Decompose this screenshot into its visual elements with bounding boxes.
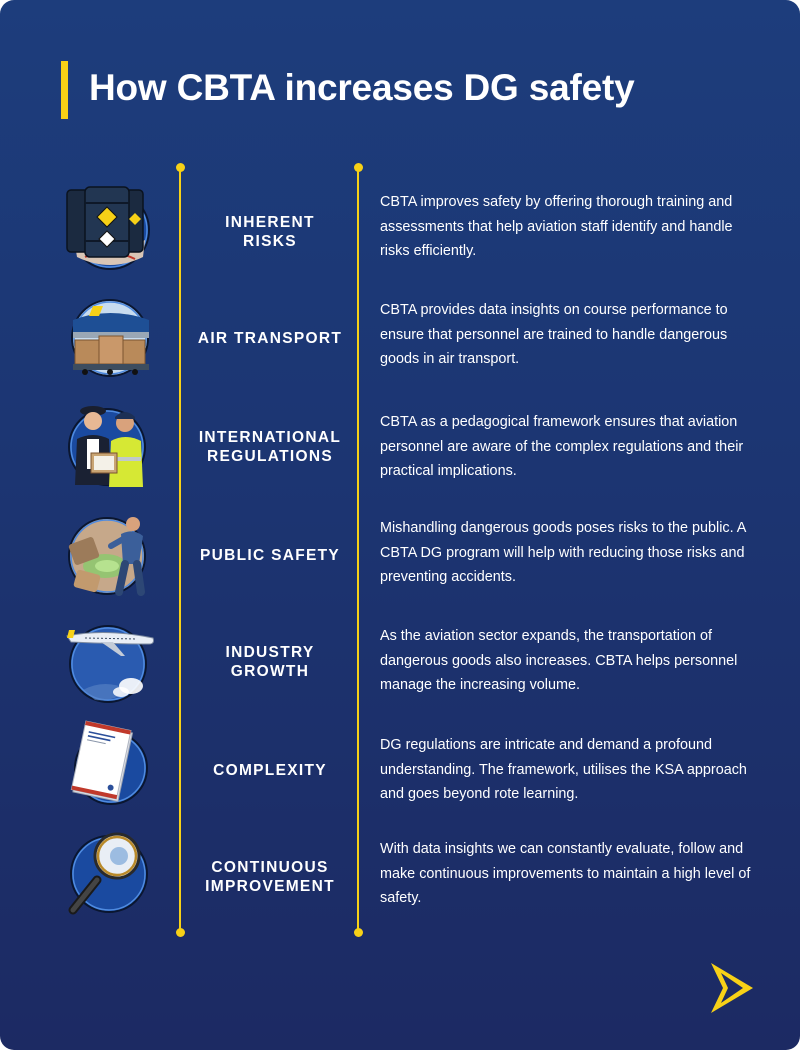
worker-with-spill-icon xyxy=(65,510,155,600)
page-title: How CBTA increases DG safety xyxy=(89,67,635,108)
row-description: CBTA provides data insights on course performance to ensure that personnel are trained to handle dangerous goods in air transport. xyxy=(380,302,728,367)
row-description: With data insights we can constantly evaluate, follow and make continuous improvements to maintain a high level of safety. xyxy=(380,841,751,906)
pilot-and-ground-staff-icon xyxy=(65,405,155,495)
timeline-dot-right-top xyxy=(354,163,363,172)
timeline-dot-left-top xyxy=(176,163,185,172)
row-continuous-improvement xyxy=(0,830,800,940)
row-air-transport xyxy=(0,298,800,408)
hazard-barrels-icon xyxy=(65,185,155,275)
row-description: DG regulations are intricate and demand a profound understanding. The framework, utilises the KSA approach and goes beyond rote learning. xyxy=(380,737,747,802)
air-cargo-icon xyxy=(65,298,155,388)
row-description: CBTA as a pedagogical framework ensures that aviation personnel are aware of the complex regulations and their practical implications. xyxy=(380,414,744,479)
category-label: INTERNATIONAL REGULATIONS xyxy=(198,429,342,465)
category-label: INDUSTRY GROWTH xyxy=(225,644,315,680)
category-label: AIR TRANSPORT xyxy=(197,329,343,347)
title-accent-bar xyxy=(61,61,68,119)
row-inherent-risks xyxy=(0,185,800,295)
category-label: CONTINUOUS IMPROVEMENT xyxy=(205,859,335,895)
category-label: INHERENT RISKS xyxy=(225,214,315,250)
row-international-regulations xyxy=(0,405,800,515)
row-complexity xyxy=(0,726,800,836)
row-description: Mishandling dangerous goods poses risks to the public. A CBTA DG program will help with reducing those risks and preventing accidents. xyxy=(380,520,746,585)
magnifying-glass-icon xyxy=(65,830,155,920)
airplane-globe-icon xyxy=(65,620,155,710)
row-industry-growth xyxy=(0,620,800,730)
regulations-manual-icon xyxy=(65,726,155,816)
category-label: PUBLIC SAFETY xyxy=(199,546,341,564)
row-public-safety xyxy=(0,510,800,620)
row-description: CBTA improves safety by offering thorough training and assessments that help aviation staff identify and handle risks efficiently. xyxy=(380,194,733,259)
category-label: COMPLEXITY xyxy=(213,761,327,779)
row-description: As the aviation sector expands, the transportation of dangerous goods also increases. CBTA helps personnel manage the increasing volume. xyxy=(380,628,738,693)
brand-arrow-logo-icon xyxy=(709,961,755,1015)
